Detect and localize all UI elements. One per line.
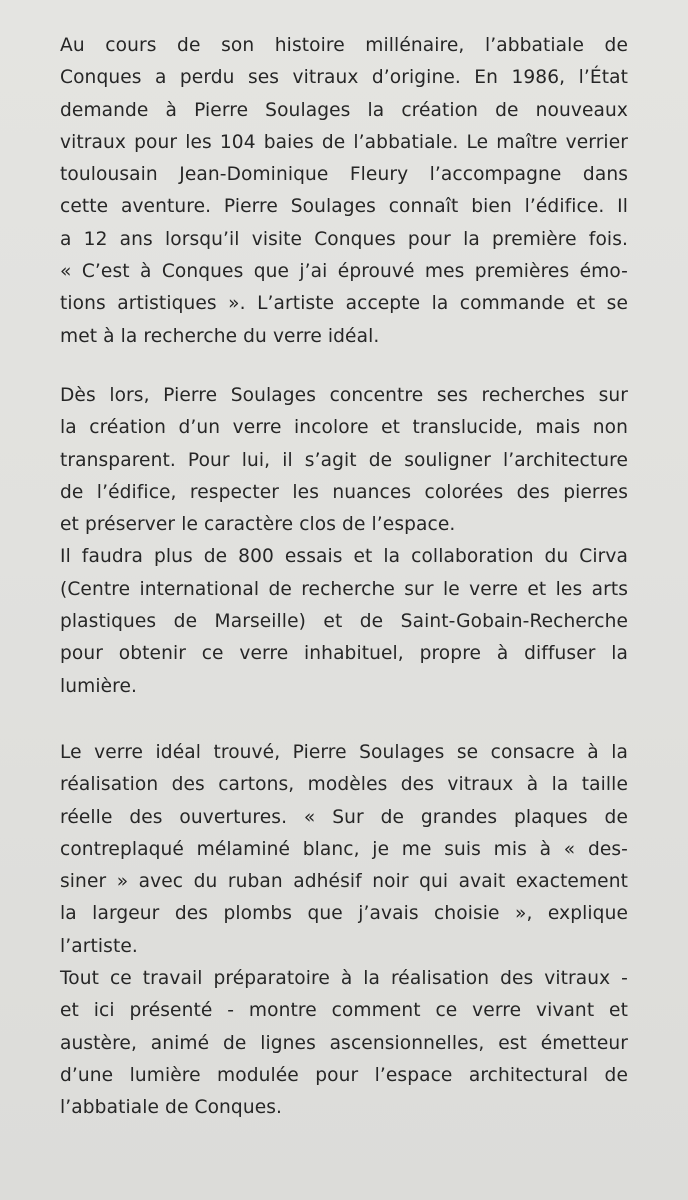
text-line: met à la recherche du verre idéal. <box>60 325 380 347</box>
text-line: Le verre idéal trouvé, Pierre Soulages se consacre à la <box>60 742 628 763</box>
text-line: l’abbatiale de Conques. <box>60 1097 283 1119</box>
paragraph-2 <box>60 380 628 703</box>
text-line: transparent. Pour lui, il s’agit de souligner l’architecture <box>60 449 628 471</box>
text-line: plastiques de Marseille) et de Saint-Gobain-Recherche <box>60 611 628 633</box>
text-line: a 12 ans lorsqu’il visite Conques pour la première fois. <box>60 228 628 250</box>
paragraph-3 <box>60 737 628 1125</box>
text-line: tions artistiques ». L’artiste accepte la commande et se <box>60 293 628 315</box>
text-line: (Centre international de recherche sur le verre et les arts <box>60 578 628 600</box>
text-line: cette aventure. Pierre Soulages connaît bien l’édifice. Il <box>60 196 628 218</box>
text-line: la création d’un verre incolore et translucide, mais non <box>60 417 628 439</box>
text-line: lumière. <box>60 675 138 697</box>
text-line: Au cours de son histoire millénaire, l’abbatiale de <box>60 35 628 56</box>
text-line: d’une lumière modulée pour l’espace architectural de <box>60 1064 628 1086</box>
text-line: réelle des ouvertures. « Sur de grandes plaques de <box>60 806 628 828</box>
text-line: Tout ce travail préparatoire à la réalisation des vitraux - <box>60 968 628 990</box>
text-line: et ici présenté - montre comment ce verre vivant et <box>60 1000 628 1022</box>
text-line: siner » avec du ruban adhésif noir qui avait exactement <box>60 871 628 893</box>
text-line: la largeur des plombs que j’avais choisie », explique <box>60 903 628 925</box>
text-line: toulousain Jean-Dominique Fleury l’accompagne dans <box>60 164 628 186</box>
text-line: contreplaqué mélaminé blanc, je me suis mis à « des- <box>60 838 628 860</box>
text-line: vitraux pour les 104 baies de l’abbatiale. Le maître verrier <box>60 131 628 153</box>
text-line: Conques a perdu ses vitraux d’origine. En 1986, l’État <box>60 67 628 89</box>
text-line: demande à Pierre Soulages la création de nouveaux <box>60 99 628 121</box>
text-line: austère, animé de lignes ascensionnelles, est émetteur <box>60 1032 628 1054</box>
text-line: « C’est à Conques que j’ai éprouvé mes premières émo- <box>60 261 628 283</box>
text-line: réalisation des cartons, modèles des vitraux à la taille <box>60 774 628 796</box>
paragraph-1 <box>60 30 628 353</box>
text-line: et préserver le caractère clos de l’espace. <box>60 514 456 536</box>
text-line: pour obtenir ce verre inhabituel, propre à diffuser la <box>60 643 628 665</box>
text-line: l’artiste. <box>60 935 138 957</box>
text-line: Dès lors, Pierre Soulages concentre ses recherches sur <box>60 385 628 406</box>
text-line: Il faudra plus de 800 essais et la collaboration du Cirva <box>60 546 628 568</box>
text-line: de l’édifice, respecter les nuances colorées des pierres <box>60 481 628 503</box>
